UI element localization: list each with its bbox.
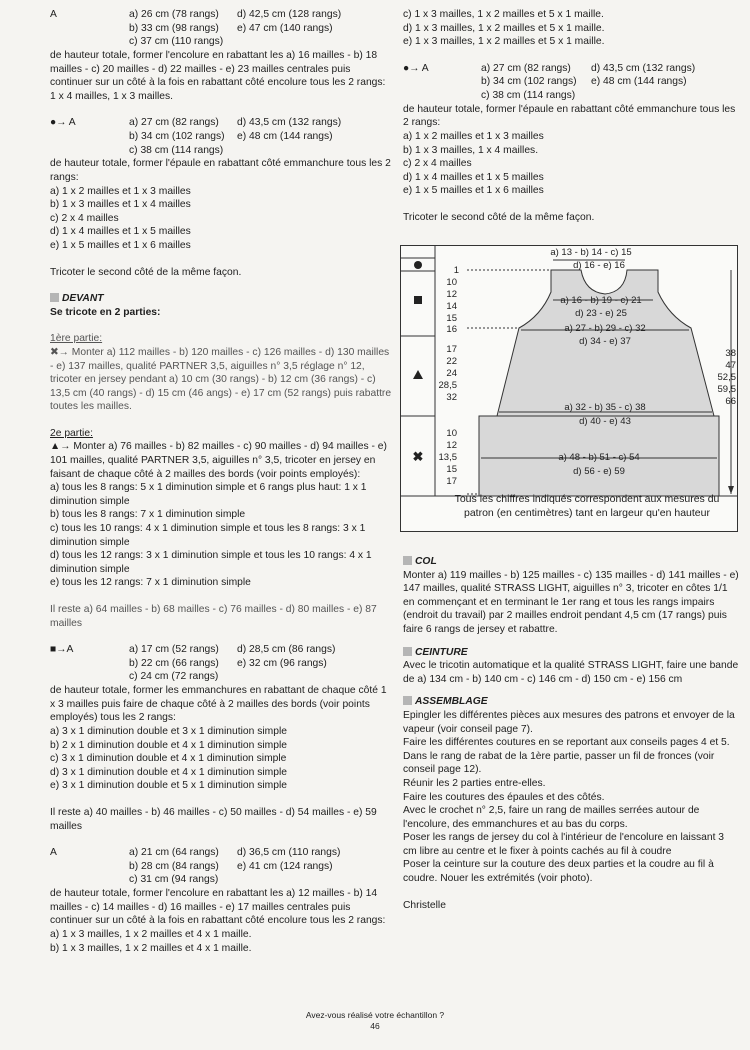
list-item: a) 3 x 1 diminution double et 3 x 1 diminution simple (50, 725, 287, 737)
square-bullet-icon (50, 293, 59, 302)
list-item: d) 3 x 1 diminution double et 4 x 1 diminution simple (50, 766, 287, 778)
measure-value: b) 34 cm (102 rangs) (129, 130, 225, 142)
heading-text: COL (415, 556, 437, 567)
list-item: Poser la ceinture sur la couture des deux parties et la coudre au fil à coudre. Nouer les extrémités (voir photo). (403, 859, 714, 885)
diagram-number: 59,5 (717, 384, 736, 395)
measure-block (50, 846, 392, 887)
diagram-number: 10 (446, 277, 457, 288)
paragraph: de hauteur totale, former l'épaule en rabattant côté emmanchure tous les 2 rangs: (50, 158, 391, 183)
section-heading (50, 292, 392, 306)
heading-text: CEINTURE (415, 646, 468, 658)
diagram-number: 12 (446, 440, 457, 451)
list-item: Réunir les 2 parties entre-elles. (403, 777, 546, 789)
measure-value: a) 27 cm (82 rangs) (129, 117, 219, 129)
list-item: e) tous les 12 rangs: 7 x 1 diminution simple (50, 577, 251, 589)
measure-value: d) 43,5 cm (132 rangs) (237, 117, 342, 129)
diagram-number: 24 (446, 368, 457, 379)
diagram-number: 10 (446, 428, 457, 439)
paragraph: ▲→ Monter a) 76 mailles - b) 82 mailles - c) 90 mailles - d) 94 mailles - e) 101 mailles, qualité PARTNER 3,5, aiguilles n° 3,5, tricoter en jersey en faisant de chaque côté à 2 mailles des bords (voir points employés): (50, 441, 387, 480)
measure-label: A (50, 847, 57, 859)
measure-label: ●→ A (50, 117, 76, 129)
list-item: b) 1 x 3 mailles, 1 x 2 mailles et 4 x 1 maille. (50, 942, 252, 954)
diagram-label: a) 27 - b) 29 - c) 32 (564, 323, 646, 334)
pattern-diagram (400, 245, 738, 532)
measure-value: c) 38 cm (114 rangs) (129, 144, 224, 156)
paragraph: Tricoter le second côté de la même façon. (403, 211, 595, 223)
diagram-number: 14 (446, 301, 457, 312)
measure-value: c) 38 cm (114 rangs) (481, 89, 576, 101)
paragraph: Il reste a) 64 mailles - b) 68 mailles - c) 76 mailles - d) 80 mailles - e) 87 mailles (50, 604, 377, 629)
paragraph: de hauteur totale, former l'épaule en rabattant côté emmanchure tous les 2 rangs: (403, 103, 736, 129)
section-heading (403, 646, 739, 660)
list-item: a) 1 x 2 mailles et 1 x 3 mailles (403, 130, 544, 142)
paragraph: Tricoter le second côté de la même façon. (50, 266, 242, 278)
list-item: e) 1 x 5 mailles et 1 x 6 mailles (403, 185, 544, 197)
measure-value: b) 33 cm (98 rangs) (129, 22, 219, 34)
diagram-number: 17 (446, 344, 457, 355)
list-item: a) 1 x 2 mailles et 1 x 3 mailles (50, 185, 191, 197)
list-item: c) tous les 10 rangs: 4 x 1 diminution simple et tous les 8 rangs: 3 x 1 diminution simple (50, 523, 366, 548)
paragraph: de hauteur totale, former l'encolure en rabattant les a) 16 mailles - b) 18 mailles - c) 20 mailles - d) 22 mailles - e) 23 mailles centrales puis continuer sur un côté à la fois en rabattant côté encolure tous les 2 rangs: 1 x 4 mailles, 1 x 3 mailles. (50, 50, 386, 102)
list-item: b) 2 x 1 diminution double et 4 x 1 diminution simple (50, 739, 287, 751)
list-item: c) 2 x 4 mailles (50, 212, 119, 224)
measure-value: a) 26 cm (78 rangs) (129, 9, 219, 20)
measure-block (50, 643, 392, 684)
pattern-svg (401, 246, 737, 531)
diagram-number: 32 (446, 392, 457, 403)
list-item: a) tous les 8 rangs: 5 x 1 diminution simple et 6 rangs plus haut: 1 x 1 diminution simple (50, 482, 367, 507)
cross-symbol-icon: ✖ (412, 449, 424, 464)
left-column (50, 8, 392, 955)
diagram-label: d) 23 - e) 25 (575, 308, 627, 319)
paragraph: Avec le tricotin automatique et la qualité STRASS LIGHT, faire une bande de a) 134 cm - b) 140 cm - c) 146 cm - d) 150 cm - e) 156 cm (403, 660, 739, 685)
list-item: Dans le rang de rabat de la 1ère partie, passer un fil de fronces (voir conseil page 12). (403, 750, 715, 776)
diagram-number: 17 (446, 476, 457, 487)
list-item: Epingler les différentes pièces aux mesures des patrons et envoyer de la vapeur (voir conseil page 7). (403, 709, 735, 735)
measure-label: ●→ A (403, 62, 429, 74)
signature: Christelle (403, 899, 446, 911)
diagram-label: a) 16 - b) 19 - c) 21 (560, 295, 642, 306)
measure-block (50, 116, 392, 157)
square-bullet-icon (403, 696, 412, 705)
paragraph: de hauteur totale, former l'encolure en rabattant les a) 12 mailles - b) 14 mailles - c) 14 mailles - d) 16 mailles - e) 17 mailles centrales puis continuer sur un côté à la fois en rabattant côté encolure tous les 2 rangs: (50, 888, 386, 927)
diagram-label: a) 13 - b) 14 - c) 15 (550, 247, 632, 258)
footer-question: Avez-vous réalisé votre échantillon ? (305, 1010, 445, 1020)
measure-block (403, 62, 739, 103)
list-item: c) 2 x 4 mailles (403, 158, 472, 170)
diagram-number: 52,5 (717, 372, 736, 383)
diagram-number: 15 (446, 464, 457, 475)
paragraph: Il reste a) 40 mailles - b) 46 mailles - c) 50 mailles - d) 54 mailles - e) 59 mailles (50, 806, 377, 832)
measure-value: c) 37 cm (110 rangs) (129, 36, 224, 48)
page-number: 46 (370, 1021, 380, 1031)
list-item: c) 1 x 3 mailles, 1 x 2 mailles et 5 x 1 maille. (403, 9, 604, 20)
measure-value: c) 31 cm (94 rangs) (129, 874, 219, 886)
right-lower (403, 555, 739, 912)
diagram-label: a) 32 - b) 35 - c) 38 (564, 402, 646, 413)
measure-value: d) 28,5 cm (86 rangs) (237, 644, 336, 656)
diagram-label: d) 34 - e) 37 (579, 336, 631, 347)
list-item: b) 1 x 3 mailles, 1 x 4 mailles. (403, 144, 539, 156)
diagram-number: 38 (725, 348, 736, 359)
heading-text: ASSEMBLAGE (415, 696, 488, 708)
square-symbol-icon (414, 296, 422, 304)
diagram-number: 1 (453, 265, 459, 276)
list-item: Faire les coutures des épaules et des côtés. (403, 791, 605, 803)
circle-symbol-icon (414, 261, 422, 269)
list-item: e) 3 x 1 diminution double et 5 x 1 diminution simple (50, 780, 287, 792)
measure-value: b) 34 cm (102 rangs) (481, 76, 577, 88)
measure-value: a) 21 cm (64 rangs) (129, 847, 219, 859)
list-item: d) 1 x 4 mailles et 1 x 5 mailles (50, 226, 191, 238)
measure-value: a) 17 cm (52 rangs) (129, 644, 219, 656)
measure-label: ■→A (50, 644, 74, 656)
square-bullet-icon (403, 556, 412, 565)
part-title: 2e partie: (50, 427, 93, 439)
measure-value: c) 24 cm (72 rangs) (129, 671, 219, 683)
diagram-label: d) 16 - e) 16 (573, 260, 625, 271)
list-item: Faire les différentes coutures en se reportant aux conseils pages 4 et 5. (403, 737, 730, 749)
measure-value: d) 36,5 cm (110 rangs) (237, 847, 341, 859)
list-item: d) 1 x 4 mailles et 1 x 5 mailles (403, 171, 544, 183)
list-item: b) 1 x 3 mailles et 1 x 4 mailles (50, 199, 191, 211)
measure-value: a) 27 cm (82 rangs) (481, 62, 571, 74)
square-bullet-icon (403, 647, 412, 656)
part-title: 1ère partie: (50, 333, 103, 345)
diagram-label: a) 48 - b) 51 - c) 54 (558, 452, 640, 463)
section-heading (403, 555, 739, 569)
list-item: Poser les rangs de jersey du col à l'intérieur de l'encolure en laissant 3 cm libre au centre et le fixer à points cachés au fil à coudre (403, 832, 725, 857)
measure-value: d) 43,5 cm (132 rangs) (591, 62, 696, 74)
diagram-label: d) 40 - e) 43 (579, 416, 631, 427)
list-item: d) tous les 12 rangs: 3 x 1 diminution simple et tous les 10 rangs: 4 x 1 diminution simple (50, 550, 372, 575)
diagram-label: d) 56 - e) 59 (573, 466, 625, 477)
measure-value: e) 41 cm (124 rangs) (237, 860, 333, 872)
measure-block (50, 8, 392, 49)
diagram-number: 66 (725, 396, 736, 407)
measure-label: A (50, 9, 57, 20)
diagram-caption: Tous les chiffres indiqués correspondent aux mesures du patron (en centimètres) tant en largeur qu'en hauteur (454, 493, 720, 519)
measure-value: e) 32 cm (96 rangs) (237, 657, 327, 669)
diagram-number: 16 (446, 324, 457, 335)
paragraph: ✖→ Monter a) 112 mailles - b) 120 mailles - c) 126 mailles - d) 130 mailles - e) 137 mailles, qualité PARTNER 3,5, aiguilles n° 3,5 réglage n° 12, tricoter en jersey pendant a) 10 cm (30 rangs) - b) 12 cm (36 rangs) - c) 13,5 cm (40 rangs) - d) 15 cm (46 angs) - e) 17 cm (52 rangs) puis rabattre toutes les mailles. (50, 346, 392, 413)
heading-text: DEVANT (62, 293, 104, 305)
diagram-number: 12 (446, 289, 457, 300)
paragraph: de hauteur totale, former les emmanchures en rabattant de chaque côté 1 x 3 mailles puis faire de chaque côté à 2 mailles des bords (voir points employés) tous les 2 rangs: (50, 685, 387, 724)
section-subtitle: Se tricote en 2 parties: (50, 306, 161, 318)
diagram-number: 15 (446, 313, 457, 324)
section-heading (403, 695, 739, 709)
list-item: e) 1 x 5 mailles et 1 x 6 mailles (50, 239, 191, 251)
page-footer (0, 1010, 750, 1032)
triangle-symbol-icon (413, 370, 423, 379)
measure-value: b) 28 cm (84 rangs) (129, 860, 219, 872)
diagram-number: 28,5 (438, 380, 457, 391)
list-item: d) 1 x 3 mailles, 1 x 2 mailles et 5 x 1 maille. (403, 22, 605, 34)
measure-value: e) 48 cm (144 rangs) (237, 130, 333, 142)
measure-value: e) 48 cm (144 rangs) (591, 76, 687, 88)
list-item: Avec le crochet n° 2,5, faire un rang de mailles serrées autour de l'encolure, des emmanchures et au bas du corps. (403, 805, 700, 830)
paragraph: Monter a) 119 mailles - b) 125 mailles - c) 135 mailles - d) 141 mailles - e) 147 mailles, qualité STRASS LIGHT, aiguilles n° 3, tricoter en côtes 1/1 en commençant et en terminant le 1er rang et tous les rangs impairs (endroit du travail) par 2 mailles endroit pendant 4,5 cm (17 rangs) puis faire 6 rangs de jersey et rabattre. (403, 569, 739, 635)
list-item: e) 1 x 3 mailles, 1 x 2 mailles et 5 x 1 maille. (403, 36, 605, 48)
measure-value: b) 22 cm (66 rangs) (129, 657, 219, 669)
measure-value: e) 47 cm (140 rangs) (237, 22, 333, 34)
list-item: a) 1 x 3 mailles, 1 x 2 mailles et 4 x 1 maille. (50, 928, 252, 940)
diagram-number: 47 (725, 360, 736, 371)
list-item: c) 3 x 1 diminution double et 4 x 1 diminution simple (50, 753, 287, 765)
diagram-number: 13,5 (438, 452, 457, 463)
measure-value: d) 42,5 cm (128 rangs) (237, 9, 342, 20)
diagram-number: 22 (446, 356, 457, 367)
list-item: b) tous les 8 rangs: 7 x 1 diminution simple (50, 509, 246, 521)
right-column (403, 8, 739, 225)
